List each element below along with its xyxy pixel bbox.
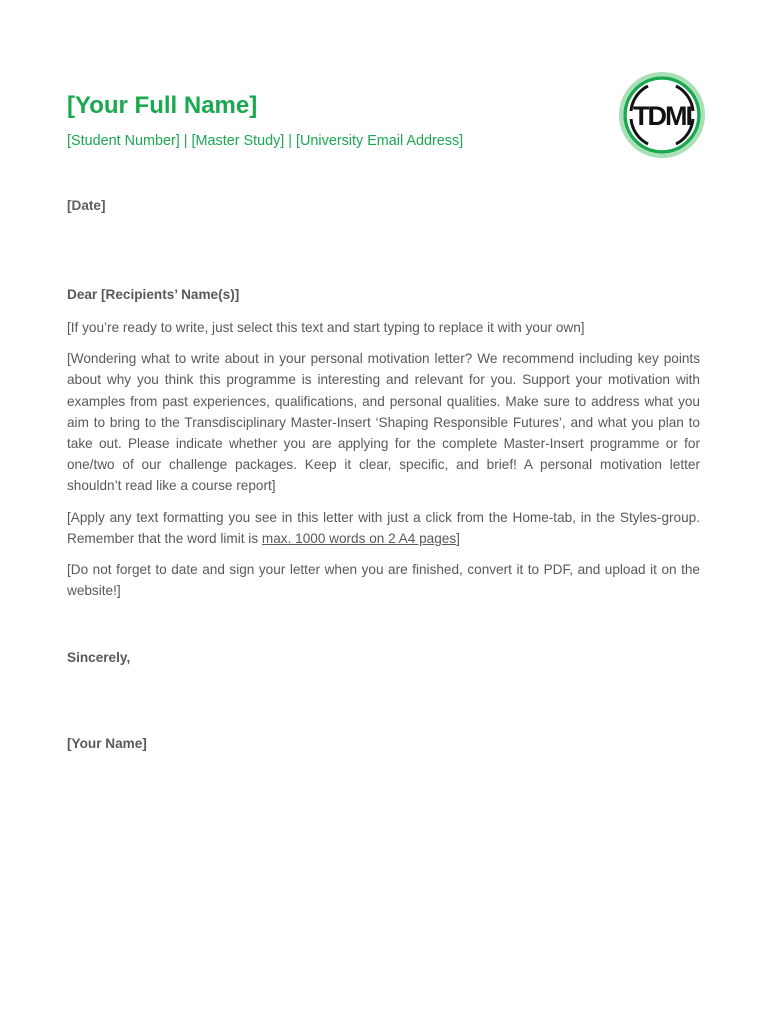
logo-text: TDMI: [633, 101, 691, 131]
closing: Sincerely,: [67, 650, 131, 665]
contact-subline: [Student Number] | [Master Study] | [University Email Address]: [67, 133, 464, 149]
paragraph-4: [Do not forget to date and sign your letter when you are finished, convert it to PDF, and upload it on the website!]: [67, 562, 700, 599]
letter-body: [67, 284, 700, 611]
paragraph-3-end: ]: [456, 530, 460, 546]
paragraph-1: [If you’re ready to write, just select this text and start typing to replace it with your own]: [67, 320, 585, 335]
tdmi-logo: [618, 71, 706, 159]
letter-date: [Date]: [67, 198, 106, 213]
salutation: Dear [Recipients’ Name(s)]: [67, 287, 240, 302]
paragraph-3-text: [Apply any text formatting you see in this letter with just a click from the Home-tab, in the Styles-group. Remember that the word limit is: [67, 509, 700, 546]
paragraph-2: [Wondering what to write about in your personal motivation letter? We recommend including key points about why you think this programme is interesting and relevant for you. Support your motivation with examples from past experiences, qualifications, and personal qualities. Make sure to address what you aim to bring to the Transdisciplinary Master-Insert ‘Shaping Responsible Futures’, and what you plan to take out. Please indicate whether you are applying for the complete Master-Insert programme or for one/two of our challenge packages. Keep it clear, specific, and brief! A personal motivation letter shouldn’t read like a course report]: [67, 351, 700, 494]
full-name-heading: [Your Full Name]: [67, 92, 258, 119]
signer-name: [Your Name]: [67, 736, 147, 751]
word-limit-underlined: max. 1000 words on 2 A4 pages: [261, 530, 457, 546]
tdmi-logo-icon: [618, 71, 706, 159]
paragraph-3: [67, 507, 700, 549]
